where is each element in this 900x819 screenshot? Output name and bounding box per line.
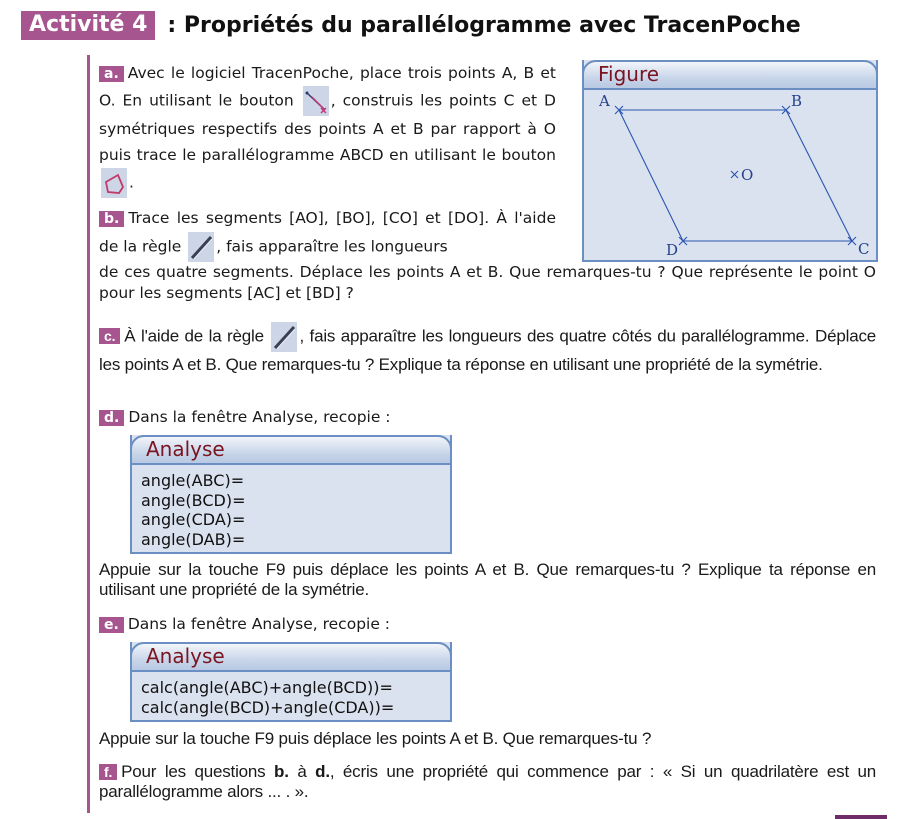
question-e bbox=[99, 614, 876, 635]
question-f bbox=[99, 762, 876, 802]
left-margin-rule bbox=[87, 55, 90, 813]
analyse-line: angle(BCD)= bbox=[141, 490, 246, 510]
analyse-line: angle(CDA)= bbox=[141, 510, 246, 529]
symmetry-point-tool-icon bbox=[303, 86, 329, 116]
question-a-text-1: Avec le logiciel TracenPoche, place trois points A, B et O. En utilisant le bouton bbox=[99, 64, 556, 110]
activity-header bbox=[21, 10, 801, 40]
question-label-d: d. bbox=[99, 410, 124, 426]
ruler-tool-icon bbox=[188, 232, 214, 262]
analyse-body bbox=[141, 678, 394, 717]
analyse-window-e bbox=[130, 642, 452, 722]
question-d bbox=[99, 407, 876, 428]
question-b bbox=[99, 205, 556, 262]
question-d-intro: Dans la fenêtre Analyse, recopie : bbox=[128, 408, 391, 426]
point-o-label: O bbox=[741, 166, 754, 184]
question-label-f: f. bbox=[99, 764, 117, 780]
page-title: : Propriétés du parallélogramme avec TracenPoche bbox=[167, 12, 801, 38]
question-label-a: a. bbox=[99, 66, 124, 82]
question-c bbox=[99, 322, 876, 378]
question-f-text-1: Pour les questions bbox=[121, 762, 266, 781]
point-a-label: A bbox=[599, 92, 610, 110]
question-b-text-1: Trace les segments [AO], [BO], [CO] et [DO]. À l'aide de la règle bbox=[99, 209, 556, 256]
analyse-line: angle(ABC)= bbox=[141, 471, 245, 490]
ruler-tool-icon bbox=[271, 322, 297, 352]
figure-window-title: Figure bbox=[598, 62, 660, 86]
segment-bc bbox=[786, 110, 852, 241]
analyse-window-title: Analyse bbox=[146, 437, 225, 461]
question-b-text-2: , fais apparaître les longueurs bbox=[216, 237, 448, 256]
analyse-window-header bbox=[130, 435, 452, 465]
figure-window-header bbox=[582, 60, 878, 90]
analyse-body bbox=[141, 471, 245, 549]
question-a-text-2: , construis les points C et D symétriques respectifs des points A et B par rapport à O puis trace le parallélogramme ABCD en utilisant le bouton bbox=[99, 91, 556, 164]
point-d-label: D bbox=[666, 241, 679, 259]
question-a bbox=[99, 60, 556, 198]
question-f-text-2: à bbox=[297, 762, 307, 781]
question-b-continued: de ces quatre segments. Déplace les points A et B. Que remarques-tu ? Que représente le point O pour les segments [AC] et [BD] ? bbox=[99, 263, 876, 302]
question-f-bold-2: d. bbox=[315, 762, 330, 781]
analyse-line: calc(angle(BCD)+angle(CDA))= bbox=[141, 697, 395, 717]
point-o-mark bbox=[731, 171, 738, 178]
question-label-b: b. bbox=[99, 211, 124, 227]
point-b-label: B bbox=[791, 92, 803, 110]
question-f-text-3: , écris une propriété qui commence par : « Si un quadrilatère est un parallélogramme alors ... . ». bbox=[99, 762, 877, 801]
analyse-line: calc(angle(ABC)+angle(BCD))= bbox=[141, 678, 393, 697]
activity-badge: Activité 4 bbox=[21, 11, 155, 40]
segment-da bbox=[619, 110, 683, 241]
question-c-text-2: , fais apparaître les longueurs des quatre côtés du parallélogramme. Déplace les points A et B. Que remarques-tu ? Explique ta réponse en utilisant une propriété de la symétrie. bbox=[99, 326, 876, 374]
question-d-after: Appuie sur la touche F9 puis déplace les points A et B. Que remarques-tu ? Explique ta réponse en utilisant une propriété de la symétrie. bbox=[99, 560, 876, 599]
analyse-window-d bbox=[130, 435, 452, 554]
question-label-c: c. bbox=[99, 328, 120, 344]
polygon-tool-icon bbox=[101, 168, 127, 198]
analyse-line: angle(DAB)= bbox=[141, 529, 246, 549]
question-label-e: e. bbox=[99, 617, 124, 633]
question-e-after: Appuie sur la touche F9 puis déplace les points A et B. Que remarques-tu ? bbox=[99, 729, 652, 748]
question-f-bold-1: b. bbox=[274, 762, 289, 781]
analyse-window-header bbox=[130, 642, 452, 672]
page-corner-mark bbox=[835, 815, 887, 819]
question-a-text-3: . bbox=[129, 173, 134, 192]
question-e-intro: Dans la fenêtre Analyse, recopie : bbox=[127, 615, 391, 633]
point-c-label: C bbox=[858, 240, 870, 258]
analyse-window-title: Analyse bbox=[146, 644, 225, 668]
figure-window bbox=[582, 60, 878, 262]
question-c-text-1: À l'aide de la règle bbox=[124, 326, 264, 346]
parallelogram-figure bbox=[582, 88, 876, 260]
